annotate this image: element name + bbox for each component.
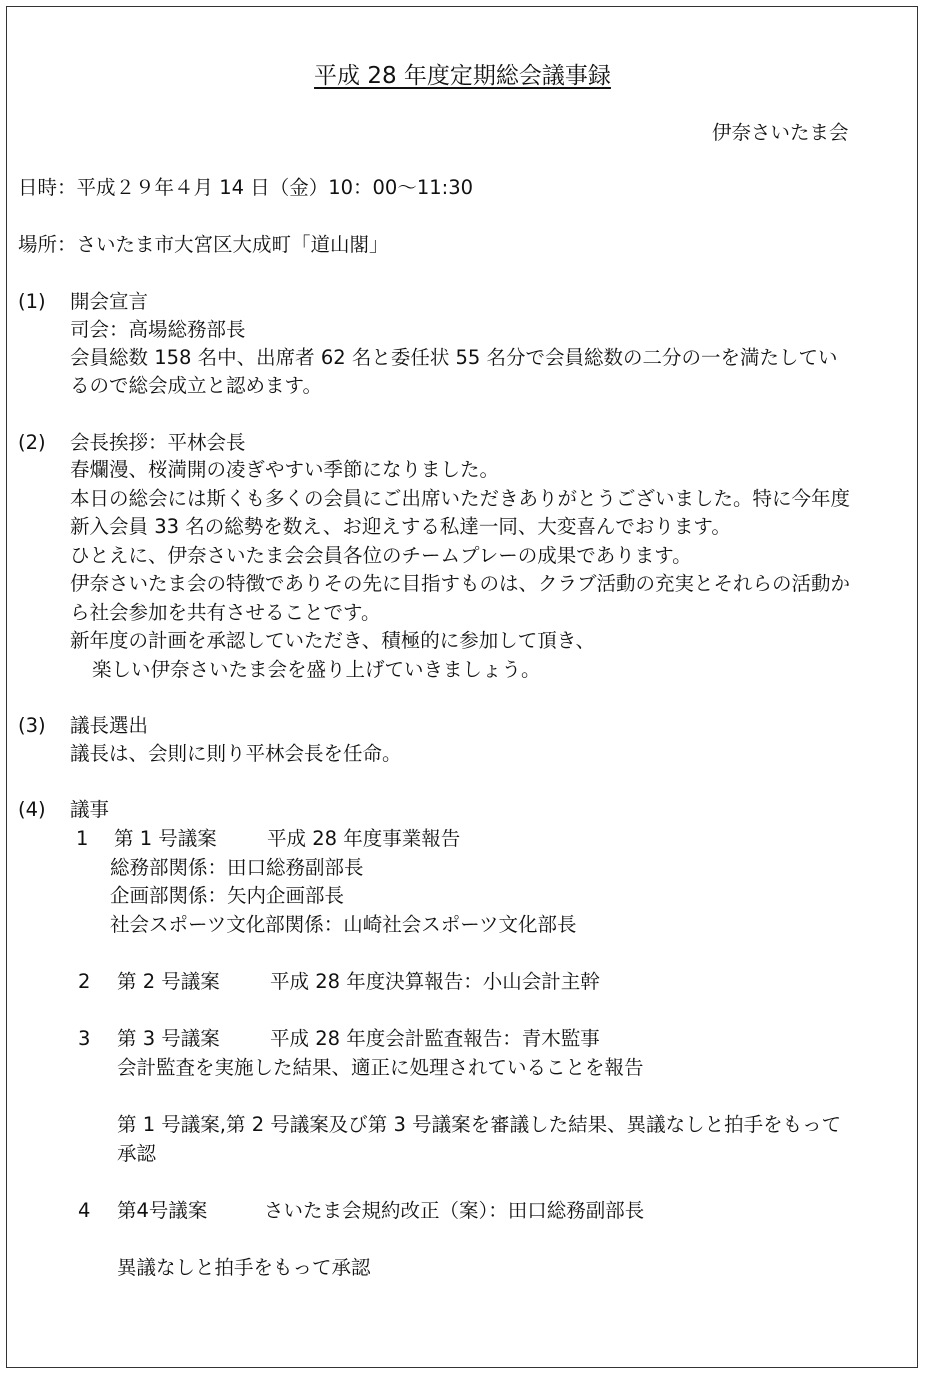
section-line: 司会：高場総務部長 [70, 318, 246, 341]
section-heading: 会長挨拶：平林会長 [70, 431, 246, 454]
section-line: 議長は、会則に則り平林会長を任命。 [70, 742, 402, 765]
section-line: ひとえに、伊奈さいたま会会員各位のチームプレーの成果であります。 [70, 544, 692, 567]
section-heading: 開会宣言 [70, 290, 149, 313]
agenda-item-number: 1 [76, 827, 89, 850]
agenda-item-line: 企画部関係：矢内企画部長 [110, 884, 345, 907]
section-heading: 議長選出 [70, 714, 149, 737]
section-heading: 議事 [70, 798, 110, 821]
organization-name: 伊奈さいたま会 [712, 121, 849, 144]
agenda-item-label: 第 2 号議案 [117, 970, 220, 993]
section-line: 本日の総会には斯くも多くの会員にご出席いただきありがとうございました。特に今年度 [70, 487, 851, 510]
agenda-item-line: 承認 [117, 1142, 157, 1165]
section-line: 楽しい伊奈さいたま会を盛り上げていきましょう。 [92, 658, 541, 681]
agenda-item-title: 平成 28 年度決算報告：小山会計主幹 [270, 970, 600, 993]
agenda-item-label: 第4号議案 [117, 1199, 208, 1222]
meeting-place: 場所：さいたま市大宮区大成町「道山閣」 [18, 233, 389, 256]
section-line: 春爛漫、桜満開の凌ぎやすい季節になりました。 [70, 458, 500, 481]
section-number: (2) [18, 431, 46, 454]
agenda-item-line: 社会スポーツ文化部関係：山崎社会スポーツ文化部長 [110, 913, 577, 936]
meeting-datetime: 日時：平成２９年４月 14 日（金）10：00〜11:30 [18, 176, 474, 199]
agenda-item-title: さいたま会規約改正（案）：田口総務副部長 [264, 1199, 645, 1222]
section-line: 新入会員 33 名の総勢を数え、お迎えする私達一同、大変喜んでおります。 [70, 515, 731, 538]
document-title: 平成 28 年度定期総会議事録 [314, 63, 611, 89]
agenda-item-number: 4 [78, 1199, 91, 1222]
agenda-item-number: 3 [78, 1027, 91, 1050]
section-line: るので総会成立と認めます。 [70, 374, 322, 397]
agenda-item-label: 第 1 号議案 [114, 827, 217, 850]
section-line: 会員総数 158 名中、出席者 62 名と委任状 55 名分で会員総数の二分の一を満たしてい [70, 346, 838, 369]
agenda-item-number: 2 [78, 970, 91, 993]
agenda-item-title: 平成 28 年度会計監査報告：青木監事 [270, 1027, 600, 1050]
agenda-item-line: 異議なしと拍手をもって承認 [117, 1256, 371, 1279]
agenda-item-line: 会計監査を実施した結果、適正に処理されていることを報告 [117, 1056, 644, 1079]
section-line: 新年度の計画を承認していただき、積極的に参加して頂き、 [70, 629, 595, 652]
agenda-item-title: 平成 28 年度事業報告 [267, 827, 461, 850]
section-line: ら社会参加を共有させることです。 [70, 601, 381, 624]
section-number: (3) [18, 714, 46, 737]
section-line: 伊奈さいたま会の特徴でありその先に目指すものは、クラブ活動の充実とそれらの活動か [70, 572, 851, 595]
agenda-item-label: 第 3 号議案 [117, 1027, 220, 1050]
section-number: (4) [18, 798, 46, 821]
agenda-item-line: 第 1 号議案,第 2 号議案及び第 3 号議案を審議した結果、異議なしと拍手をもって [117, 1113, 842, 1136]
section-number: (1) [18, 290, 46, 313]
agenda-item-line: 総務部関係：田口総務副部長 [110, 856, 364, 879]
